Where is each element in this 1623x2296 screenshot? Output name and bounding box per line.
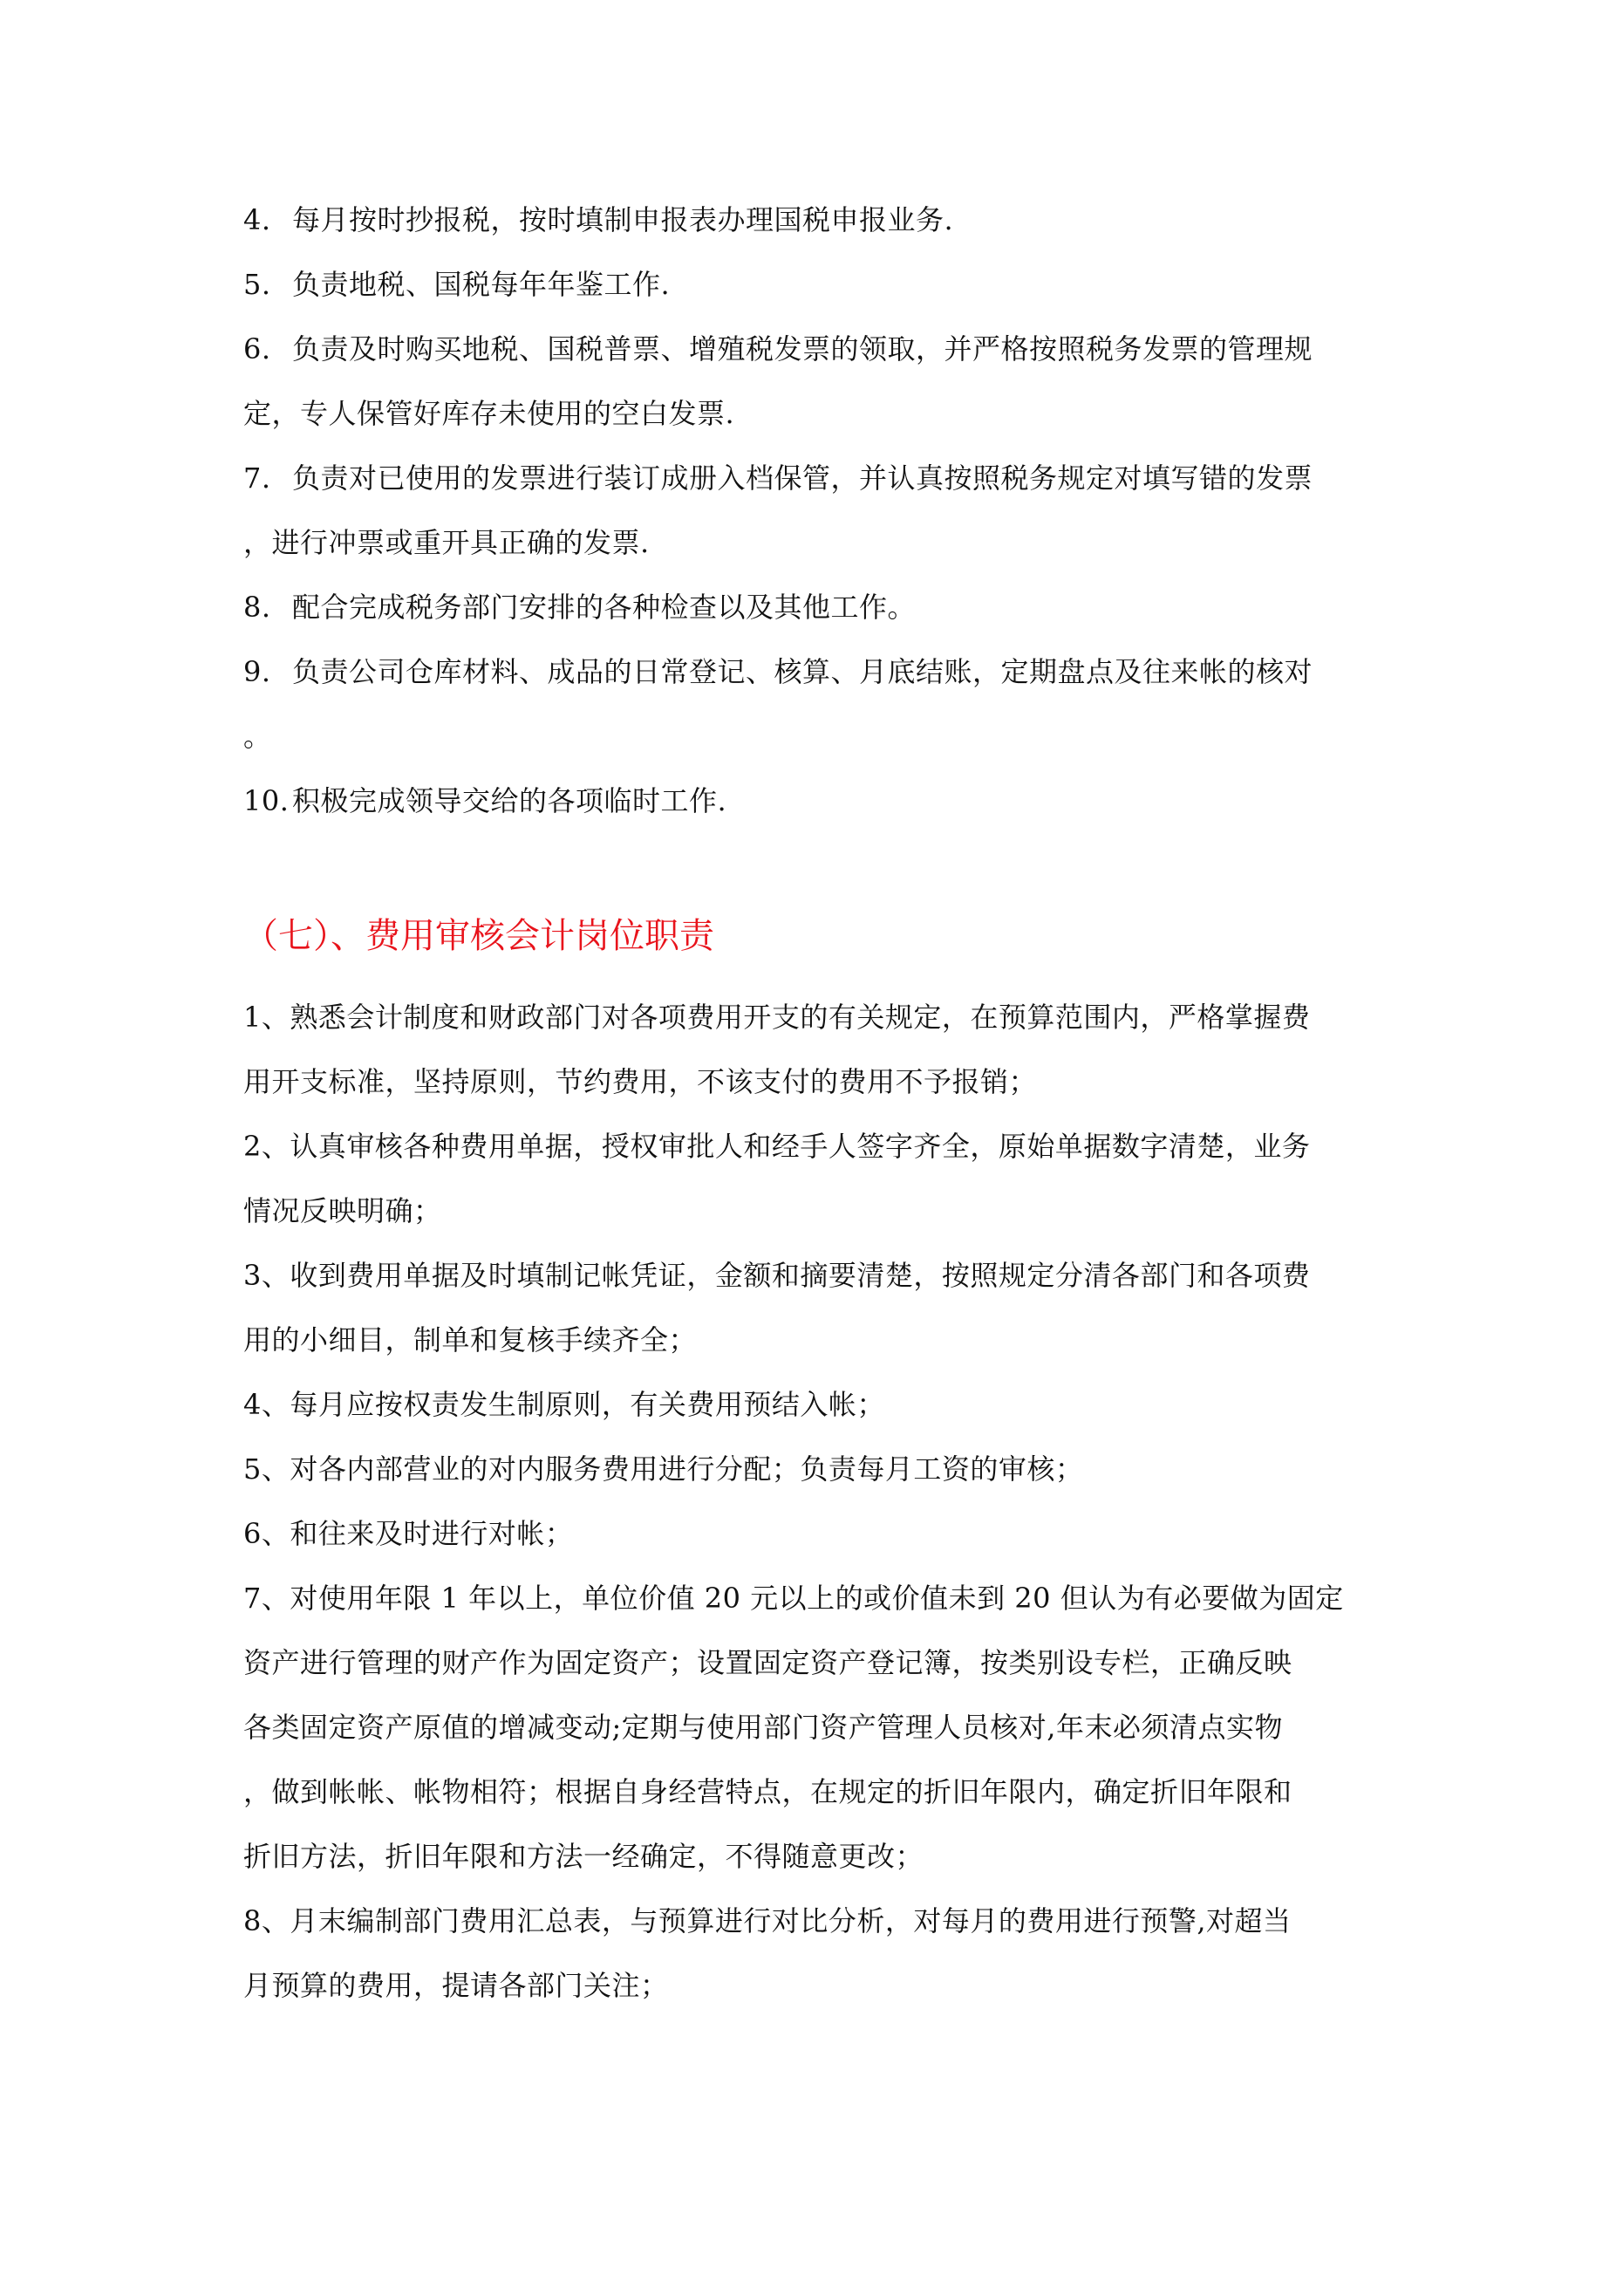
item-text: 积极完成领导交给的各项临时工作. xyxy=(292,784,727,817)
item-text: 负责地税、国税每年年鉴工作. xyxy=(292,268,671,301)
item-text: 负责公司仓库材料、成品的日常登记、核算、月底结账，定期盘点及往来帐的核对 xyxy=(292,655,1313,688)
list-item: 6、和往来及时进行对帐； xyxy=(243,1517,574,1550)
item-number: 6. xyxy=(243,332,271,366)
list-item-continuation: 折旧方法，折旧年限和方法一经确定，不得随意更改； xyxy=(243,1840,924,1873)
list-item-continuation: 定，专人保管好库存未使用的空白发票. xyxy=(243,397,735,430)
item-text: 配合完成税务部门安排的各种检查以及其他工作。 xyxy=(292,591,917,624)
list-item: 4、每月应按权责发生制原则，有关费用预结入帐； xyxy=(243,1388,885,1421)
list-item xyxy=(243,783,1386,818)
list-item: 1、熟悉会计制度和财政部门对各项费用开支的有关规定，在预算范围内，严格掌握费 xyxy=(243,1001,1311,1034)
list-item-continuation: 情况反映明确； xyxy=(243,1194,442,1227)
item-number: 5. xyxy=(243,268,271,301)
list-item xyxy=(243,267,1386,302)
item-text: 负责对已使用的发票进行装订成册入档保管，并认真按照税务规定对填写错的发票 xyxy=(292,461,1313,495)
list-item-continuation: ，进行冲票或重开具正确的发票. xyxy=(243,526,650,559)
list-item: 8、月末编制部门费用汇总表，与预算进行对比分析，对每月的费用进行预警,对超当 xyxy=(243,1904,1292,1937)
list-item-continuation: 资产进行管理的财产作为固定资产；设置固定资产登记簿，按类别设专栏，正确反映 xyxy=(243,1646,1292,1679)
list-item-continuation: 月预算的费用，提请各部门关注； xyxy=(243,1969,669,2002)
list-item: 7、对使用年限 1 年以上，单位价值 20 元以上的或价值未到 20 但认为有必要做为固定 xyxy=(243,1582,1344,1615)
list-item: 2、认真审核各种费用单据，授权审批人和经手人签字齐全，原始单据数字清楚，业务 xyxy=(243,1130,1311,1163)
list-item xyxy=(243,461,1386,495)
list-item: 3、收到费用单据及时填制记帐凭证，金额和摘要清楚，按照规定分清各部门和各项费 xyxy=(243,1259,1311,1292)
item-number: 8. xyxy=(243,591,271,624)
list-item xyxy=(243,331,1386,366)
item-number: 7. xyxy=(243,461,271,495)
item-number: 9. xyxy=(243,655,271,688)
list-item-continuation: 。 xyxy=(243,720,272,753)
list-item: 5、对各内部营业的对内服务费用进行分配；负责每月工资的审核； xyxy=(243,1452,1084,1486)
list-item-continuation: 各类固定资产原值的增减变动;定期与使用部门资产管理人员核对,年末必须清点实物 xyxy=(243,1711,1283,1744)
item-number: 4. xyxy=(243,203,271,236)
list-item-continuation: 用开支标准，坚持原则，节约费用，不该支付的费用不予报销； xyxy=(243,1065,1038,1098)
section-heading: （七）、费用审核会计岗位职责 xyxy=(243,916,714,956)
list-item xyxy=(243,590,1386,625)
list-item-continuation: 用的小细目，制单和复核手续齐全； xyxy=(243,1323,698,1356)
list-item xyxy=(243,654,1386,689)
list-item-continuation: ，做到帐帐、帐物相符；根据自身经营特点，在规定的折旧年限内，确定折旧年限和 xyxy=(243,1775,1292,1808)
item-text: 负责及时购买地税、国税普票、增殖税发票的领取，并严格按照税务发票的管理规 xyxy=(292,332,1313,366)
item-number: 10. xyxy=(243,784,290,817)
list-item xyxy=(243,202,1386,237)
item-text: 每月按时抄报税，按时填制申报表办理国税申报业务. xyxy=(292,203,954,236)
